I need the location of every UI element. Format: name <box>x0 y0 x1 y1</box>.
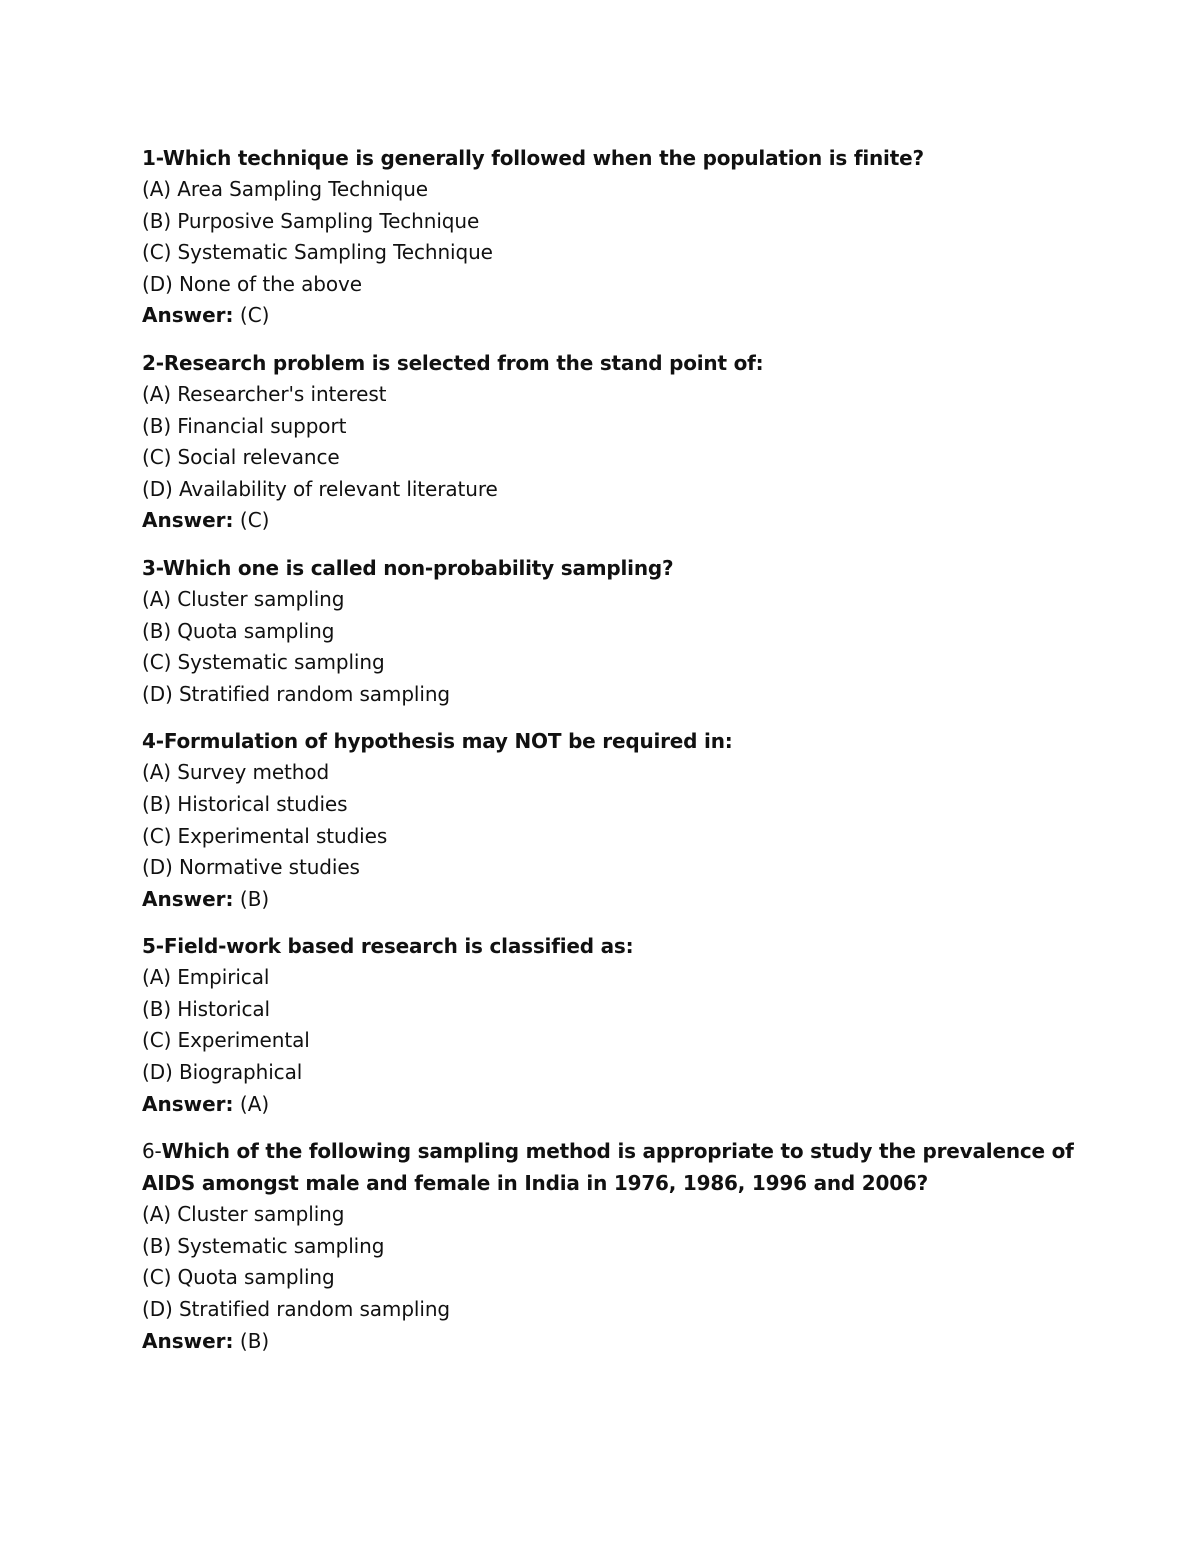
answer-value: (B) <box>233 886 270 911</box>
question-number: 6- <box>142 1139 162 1164</box>
option-a: (A) Empirical <box>142 965 270 990</box>
question-number: 5- <box>142 934 164 959</box>
option-a: (A) Area Sampling Technique <box>142 177 429 201</box>
option-b: (B) Historical studies <box>142 791 348 816</box>
document-page <box>142 142 1102 1372</box>
option-a: (A) Survey method <box>142 760 330 785</box>
answer-value: (C) <box>233 303 270 328</box>
question-title <box>142 552 1102 584</box>
answer-line <box>142 1089 1102 1121</box>
question-title <box>142 142 1102 174</box>
question-text: Field-work based research is classified as: <box>163 934 634 959</box>
question-number: 1- <box>142 146 163 170</box>
answer-label: Answer: <box>142 1328 234 1353</box>
option-d: (D) Stratified random sampling <box>142 1297 450 1322</box>
question-number: 4- <box>142 729 164 754</box>
question-text: Which of the following sampling method is appropriate to study the prevalence of AIDS amongst male and female in India in 1976, 1986, 1996 and 2006? <box>142 1139 1074 1196</box>
question-text: Which one is called non-probability sampling? <box>162 555 674 580</box>
option-c: (C) Experimental <box>142 1028 310 1053</box>
option-c: (C) Systematic Sampling Technique <box>142 240 493 265</box>
option-d: (D) None of the above <box>142 271 362 296</box>
answer-value: (A) <box>233 1091 270 1116</box>
question-title <box>142 930 1102 962</box>
option-c: (C) Systematic sampling <box>142 650 385 675</box>
answer-label: Answer: <box>142 1091 234 1116</box>
question-4 <box>142 725 1102 915</box>
option-d: (D) Availability of relevant literature <box>142 476 498 501</box>
answer-label: Answer: <box>142 303 234 328</box>
question-3 <box>142 552 1102 710</box>
question-6 <box>142 1135 1102 1357</box>
question-number: 3- <box>142 555 163 580</box>
answer-value: (B) <box>233 1328 270 1353</box>
option-c: (C) Social relevance <box>142 445 340 470</box>
option-b: (B) Quota sampling <box>142 618 335 643</box>
option-d: (D) Normative studies <box>142 855 360 880</box>
question-5 <box>142 930 1102 1120</box>
answer-value: (C) <box>233 508 270 533</box>
option-a: (A) Cluster sampling <box>142 586 345 611</box>
option-d: (D) Biographical <box>142 1060 303 1085</box>
answer-line <box>142 884 1102 916</box>
option-b: (B) Systematic sampling <box>142 1233 385 1258</box>
question-text: Research problem is selected from the stand point of: <box>163 350 764 375</box>
answer-label: Answer: <box>142 508 234 533</box>
question-2 <box>142 347 1102 537</box>
answer-line <box>142 505 1102 537</box>
option-a: (A) Cluster sampling <box>142 1202 345 1227</box>
option-d: (D) Stratified random sampling <box>142 681 450 706</box>
option-b: (B) Financial support <box>142 413 347 438</box>
answer-line <box>142 1326 1102 1358</box>
option-c: (C) Quota sampling <box>142 1265 335 1290</box>
answer-label: Answer: <box>142 886 234 911</box>
option-b: (B) Historical <box>142 996 270 1021</box>
question-1 <box>142 142 1102 332</box>
question-title <box>142 725 1102 757</box>
option-c: (C) Experimental studies <box>142 823 388 848</box>
option-b: (B) Purposive Sampling Technique <box>142 208 480 233</box>
option-a: (A) Researcher's interest <box>142 381 387 406</box>
question-number: 2- <box>142 350 164 375</box>
question-text: Which technique is generally followed when the population is finite? <box>162 146 924 170</box>
question-title <box>142 1135 1102 1199</box>
answer-line <box>142 300 1102 332</box>
question-text: Formulation of hypothesis may NOT be required in: <box>163 729 733 754</box>
question-title <box>142 347 1102 379</box>
